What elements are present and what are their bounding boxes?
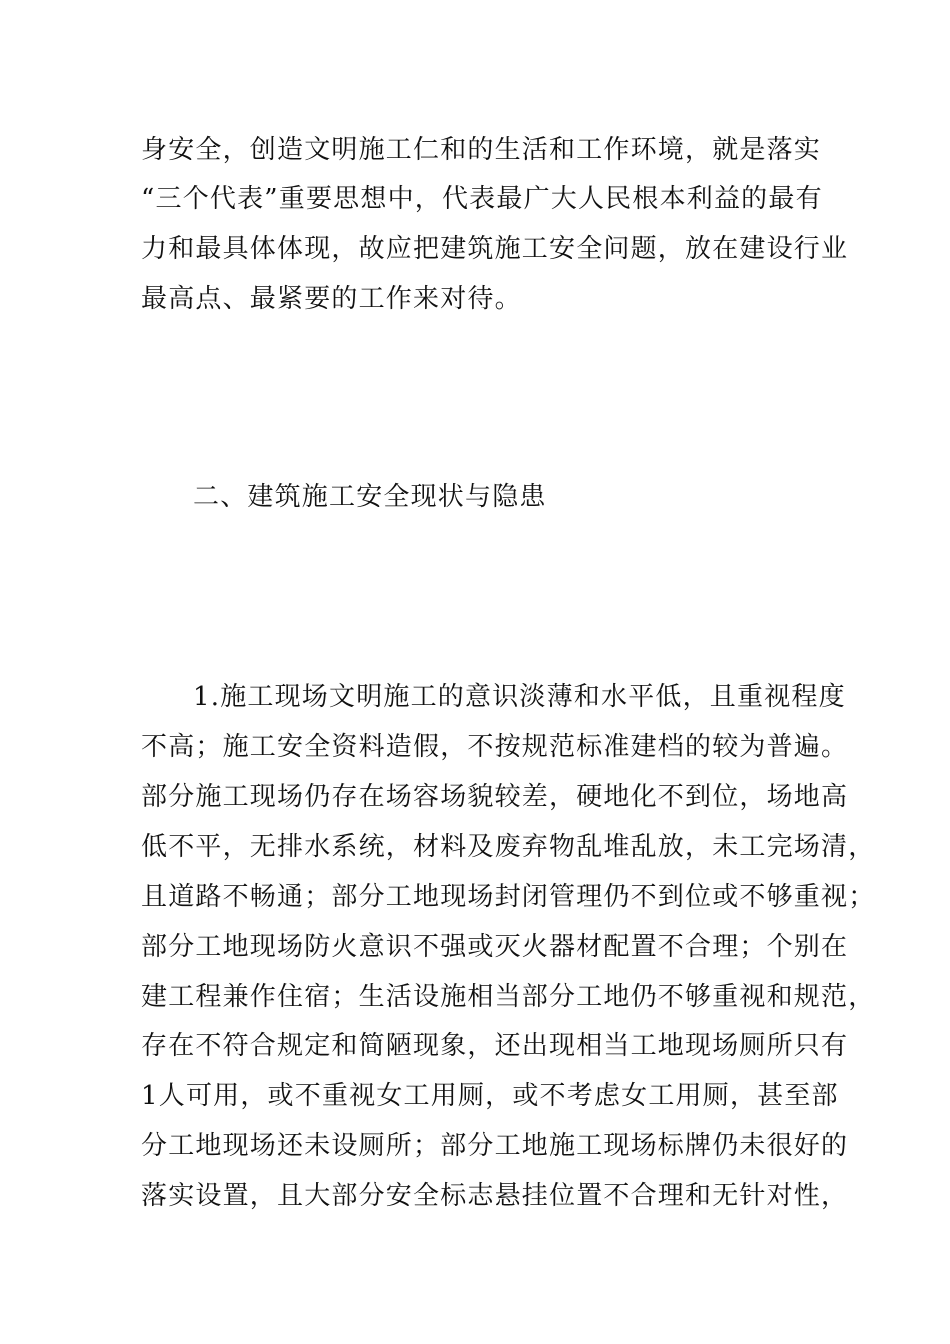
paragraph-2-line-4: 低不平，无排水系统，材料及废弃物乱堆乱放，未工完场清， [141,832,876,862]
paragraph-2-line-3: 部分施工现场仍存在场容场貌较差，硬地化不到位，场地高 [141,782,849,812]
paragraph-2-line-11: 落实设置，且大部分安全标志悬挂位置不合理和无针对性， [141,1181,849,1211]
paragraph-2-line-5: 且道路不畅通；部分工地现场封闭管理仍不到位或不够重视； [141,882,876,912]
paragraph-2-line-9: 1人可用，或不重视女工用厕，或不考虑女工用厕，甚至部 [141,1081,839,1111]
paragraph-2-line-7: 建工程兼作住宿；生活设施相当部分工地仍不够重视和规范， [141,982,876,1012]
paragraph-2-line-8: 存在不符合规定和简陋现象，还出现相当工地现场厕所只有 [141,1031,849,1061]
paragraph-2-line-6: 部分工地现场防火意识不强或灭火器材配置不合理；个别在 [141,932,849,962]
paragraph-2-line-10: 分工地现场还未设厕所；部分工地施工现场标牌仍未很好的 [141,1131,849,1161]
section-heading: 二、建筑施工安全现状与隐患 [193,482,547,512]
paragraph-1-line-1: 身安全，创造文明施工仁和的生活和工作环境，就是落实 [141,135,822,165]
paragraph-1-line-2: “三个代表”重要思想中，代表最广大人民根本利益的最有 [141,184,823,214]
paragraph-2-line-2: 不高；施工安全资料造假，不按规范标准建档的较为普遍。 [141,732,849,762]
paragraph-1-line-4: 最高点、最紧要的工作来对待。 [141,284,522,314]
paragraph-1-line-3: 力和最具体体现，故应把建筑施工安全问题，放在建设行业 [141,234,849,264]
paragraph-2-line-1: 1.施工现场文明施工的意识淡薄和水平低，且重视程度 [193,682,846,712]
